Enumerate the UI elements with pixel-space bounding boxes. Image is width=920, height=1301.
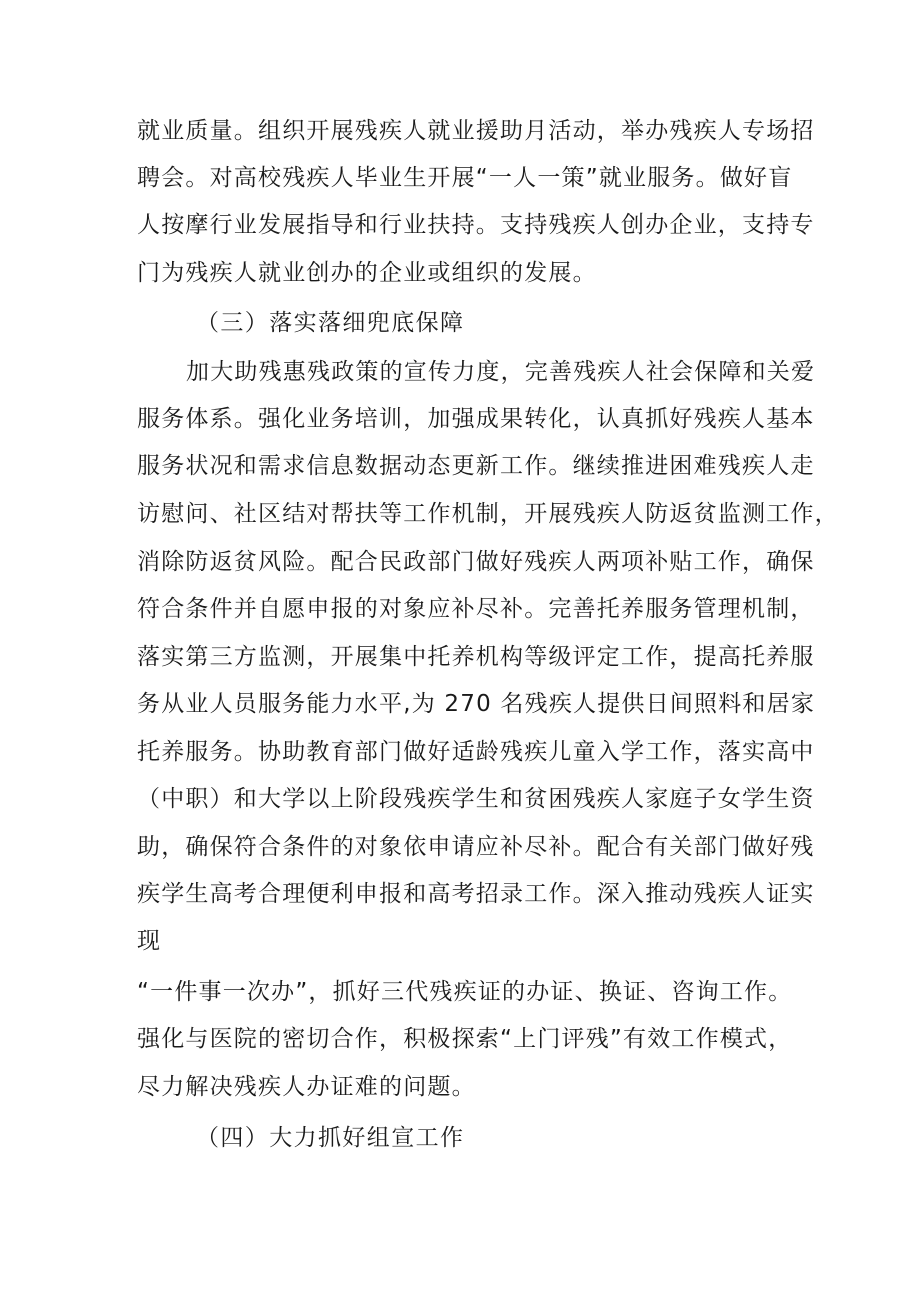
text-line: 落实第三方监测，开展集中托养机构等级评定工作，提高托养服 (137, 644, 815, 670)
section-heading: （三）落实落细兜底保障 (196, 310, 465, 336)
text-line: 人按摩行业发展指导和行业扶持。支持残疾人创办企业，支持专 (137, 212, 815, 238)
text-line: （中职）和大学以上阶段残疾学生和贫困残疾人家庭子女学生资 (137, 786, 815, 812)
text-line: 尽力解决残疾人办证难的问题。 (137, 1074, 476, 1100)
text-line: 托养服务。协助教育部门做好适龄残疾儿童入学工作，落实高中 (137, 739, 815, 765)
text-line: 务从业人员服务能力水平,为 270 名残疾人提供日间照料和居家 (137, 691, 816, 717)
text-line: 疾学生高考合理便利申报和高考招录工作。深入推动残疾人证实 (137, 881, 815, 907)
text-line: 服务状况和需求信息数据动态更新工作。继续推进困难残疾人走 (137, 453, 815, 479)
text-line: 助，确保符合条件的对象依申请应补尽补。配合有关部门做好残 (137, 834, 815, 860)
text-line: 访慰问、社区结对帮扶等工作机制，开展残疾人防返贫监测工作， (137, 501, 839, 527)
text-line: 加大助残惠残政策的宣传力度，完善残疾人社会保障和关爱 (186, 359, 816, 385)
text-line: 聘会。对高校残疾人毕业生开展“一人一策”就业服务。做好盲 (137, 165, 793, 191)
text-line: 就业质量。组织开展残疾人就业援助月活动，举办残疾人专场招 (137, 118, 815, 144)
text-line: 门为残疾人就业创办的企业或组织的发展。 (137, 260, 597, 286)
section-heading: （四）大力抓好组宣工作 (196, 1125, 465, 1151)
text-line: 符合条件并自愿申报的对象应补尽补。完善托养服务管理机制， (137, 596, 815, 622)
text-line: “一件事一次办”，抓好三代残疾证的办证、换证、咨询工作。 (137, 979, 793, 1005)
text-line: 强化与医院的密切合作，积极探索“上门评残”有效工作模式， (137, 1026, 793, 1052)
text-line: 现 (137, 928, 162, 954)
text-line: 消除防返贫风险。配合民政部门做好残疾人两项补贴工作，确保 (137, 549, 815, 575)
text-line: 服务体系。强化业务培训，加强成果转化，认真抓好残疾人基本 (137, 406, 815, 432)
